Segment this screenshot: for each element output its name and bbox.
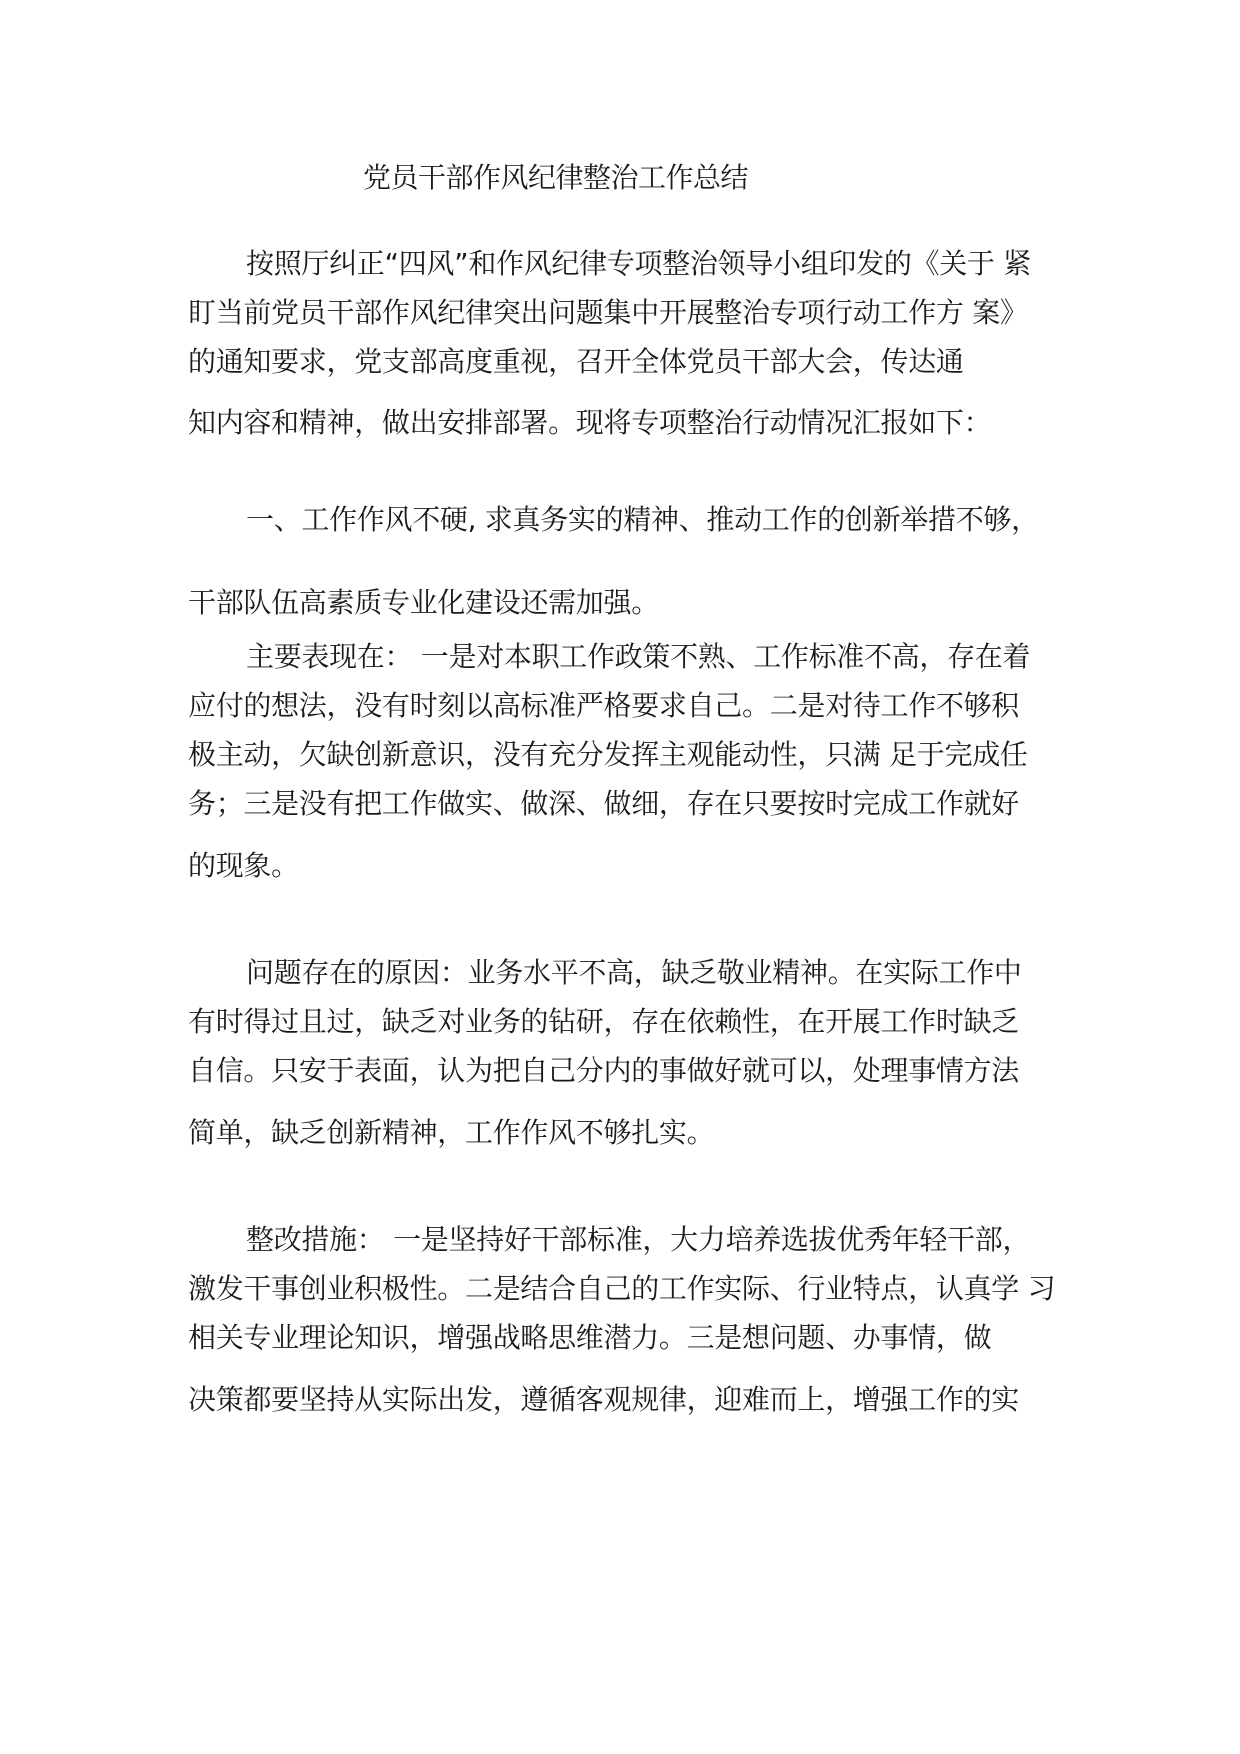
paragraph-line: 主要表现在： 一是对本职工作政策不熟、工作标准不高，存在着 bbox=[246, 640, 1031, 673]
paragraph-line: 知内容和精神，做出安排部署。现将专项整治行动情况汇报如下： bbox=[188, 406, 992, 439]
paragraph-line: 盯当前党员干部作风纪律突出问题集中开展整治专项行动工作方 案》 bbox=[188, 296, 1028, 329]
paragraph-line: 整改措施： 一是坚持好干部标准，大力培养选拔优秀年轻干部， bbox=[246, 1223, 1031, 1256]
paragraph-line: 激发干事创业积极性。二是结合自己的工作实际、行业特点，认真学 习 bbox=[188, 1272, 1056, 1305]
paragraph-line: 的通知要求，党支部高度重视，召开全体党员干部大会，传达通 bbox=[188, 345, 964, 378]
paragraph-line: 决策都要坚持从实际出发，遵循客观规律，迎难而上，增强工作的实 bbox=[188, 1383, 1020, 1416]
section-heading: 干部队伍高素质专业化建设还需加强。 bbox=[188, 586, 659, 619]
paragraph-line: 有时得过且过，缺乏对业务的钻研，存在依赖性，在开展工作时缺乏 bbox=[188, 1005, 1020, 1038]
paragraph-line: 按照厅纠正“四风”和作风纪律专项整治领导小组印发的《关于 紧 bbox=[246, 247, 1031, 280]
paragraph-line: 应付的想法，没有时刻以高标准严格要求自己。二是对待工作不够积 bbox=[188, 689, 1020, 722]
paragraph-line: 务；三是没有把工作做实、做深、做细，存在只要按时完成工作就好 bbox=[188, 787, 1020, 820]
document-title: 党员干部作风纪律整治工作总结 bbox=[363, 161, 749, 194]
paragraph-line: 问题存在的原因：业务水平不高，缺乏敬业精神。在实际工作中 bbox=[246, 956, 1022, 989]
paragraph-line: 极主动，欠缺创新意识，没有充分发挥主观能动性，只满 足于完成任 bbox=[188, 738, 1028, 771]
paragraph-line: 自信。只安于表面，认为把自己分内的事做好就可以，处理事情方法 bbox=[188, 1054, 1020, 1087]
paragraph-line: 的现象。 bbox=[188, 849, 299, 882]
section-heading: 一、工作作风不硬, 求真务实的精神、推动工作的创新举措不够， bbox=[246, 503, 1039, 536]
paragraph-line: 简单，缺乏创新精神，工作作风不够扎实。 bbox=[188, 1116, 715, 1149]
paragraph-line: 相关专业理论知识，增强战略思维潜力。三是想问题、办事情，做 bbox=[188, 1321, 992, 1354]
